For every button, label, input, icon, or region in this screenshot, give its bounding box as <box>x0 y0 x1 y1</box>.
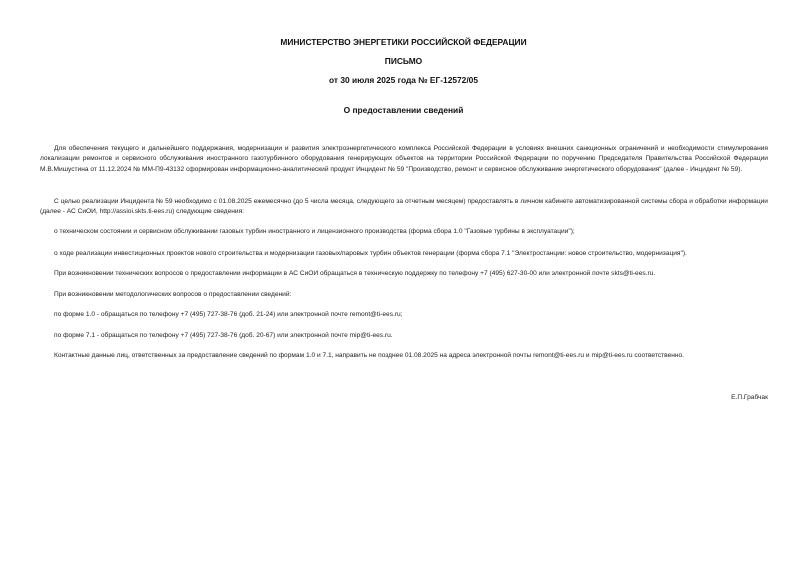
contact-form-1-0: по форме 1.0 - обращаться по телефону +7 (495) 727-38-76 (доб. 21-24) или электронной почте remont@ti-ees.ru; <box>54 311 403 318</box>
document-date-number: от 30 июля 2025 года № ЕГ-12572/05 <box>329 75 478 85</box>
list-item-form-1-0: о техническом состоянии и сервисном обслуживании газовых турбин иностранного и лицензионного производства (форма сбора 1.0 "Газовые турбины в эксплуатации"); <box>54 228 575 235</box>
signature: Е.П.Грабчак <box>731 394 768 401</box>
paragraph-purpose: Для обеспечения текущего и дальнейшего поддержания, модернизации и развития электроэнергетического комплекса Российской Федерации в условиях внешних санкционных ограничений и необходимости стимулирования локализации ремонтов и сервисного обслуживания иностранного газотурбинного оборудования генерирующих объектов на территории Российской Федерации по поручению Председателя Правительства Российской Федерации М.В.Мишустина от 11.12.2024 № ММ-П9-43132 сформирован информационно-аналитический продукт Инцидент № 59 "Производство, ремонт и сервисное обслуживание энергетического оборудования" (далее - Инцидент № 59). <box>40 145 768 173</box>
list-item-form-7-1: о ходе реализации инвестиционных проектов нового строительства и модернизации газовых/паровых турбин объектов генерации (форма сбора 7.1 "Электростанции: новое строительство, модернизация"). <box>54 250 687 257</box>
paragraph-contacts: Контактные данные лиц, ответственных за предоставление сведений по формам 1.0 и 7.1, направить не позднее 01.08.2025 на адреса электронной почты remont@ti-ees.ru и mip@ti-ees.ru соответственно. <box>54 352 685 359</box>
paragraph-tech-support: При возникновении технических вопросов о предоставлении информации в АС СиОИ обращаться в техническую поддержку по телефону +7 (495) 627-30-00 или электронной почте skts@ti-ees.ru. <box>54 270 656 277</box>
document-type: ПИСЬМО <box>384 56 423 66</box>
contact-form-7-1: по форме 7.1 - обращаться по телефону +7 (495) 727-38-76 (доб. 20-67) или электронной почте mip@ti-ees.ru. <box>54 332 393 339</box>
document-subject: О предоставлении сведений <box>343 105 464 115</box>
paragraph-method-intro: При возникновении методологических вопросов о предоставлении сведений: <box>54 291 292 298</box>
ministry-heading: МИНИСТЕРСТВО ЭНЕРГЕТИКИ РОССИЙСКОЙ ФЕДЕРАЦИИ <box>280 37 527 47</box>
paragraph-requirement: С целью реализации Инцидента № 59 необходимо с 01.08.2025 ежемесячно (до 5 числа месяца, следующего за отчетным месяцем) предоставлять в личном кабинете автоматизированной системы сбора и обработки информации (далее - АС СиОИ, http://assioi.skts.ti-ees.ru) следующие сведения: <box>40 198 768 216</box>
